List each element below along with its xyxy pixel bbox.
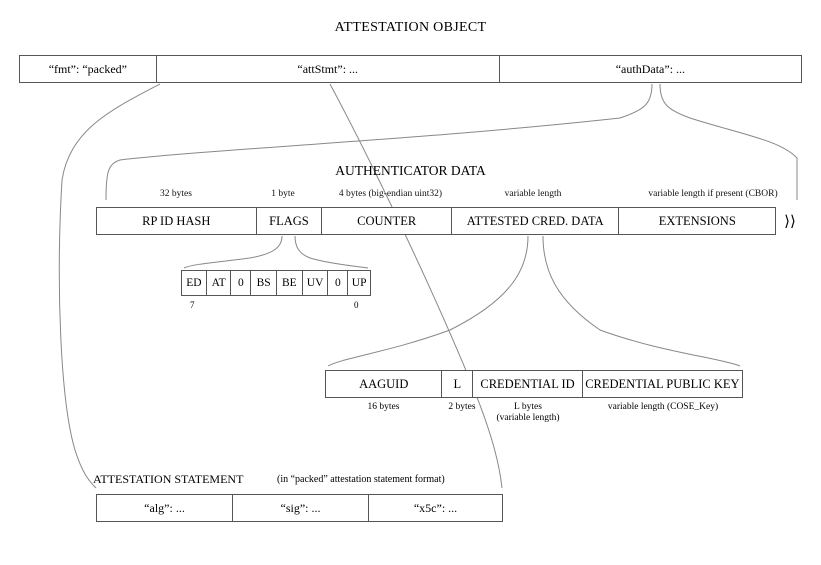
auth-data-label-counter: 4 bytes (big-endian uint32)	[338, 189, 443, 199]
attestation-object-cell-attstmt: “attStmt”: ...	[157, 56, 500, 82]
auth-data-cell-attested-cred-data: ATTESTED CRED. DATA	[452, 208, 620, 234]
auth-data-label-extensions: variable length if present (CBOR)	[648, 189, 778, 199]
flag-bit-zero-high: 0	[231, 271, 251, 295]
cred-data-sub-credential-id-line2: (variable length)	[496, 413, 560, 423]
flag-bit-be: BE	[277, 271, 303, 295]
attestation-object-cell-fmt: “fmt”: “packed”	[20, 56, 157, 82]
flags-bit-index-low: 0	[354, 300, 359, 310]
cred-data-cell-l: L	[442, 371, 473, 397]
flag-bit-zero-low: 0	[328, 271, 348, 295]
auth-data-cell-extensions: EXTENSIONS	[619, 208, 775, 234]
att-stmt-cell-alg: “alg”: ...	[97, 495, 233, 521]
attested-credential-data-row	[325, 370, 743, 398]
flag-bit-up: UP	[348, 271, 370, 295]
auth-data-label-rpidhash: 32 bytes	[160, 189, 192, 199]
auth-data-cell-counter: COUNTER	[322, 208, 452, 234]
attestation-statement-row	[96, 494, 503, 522]
cred-data-cell-credential-id: CREDENTIAL ID	[473, 371, 582, 397]
flags-bit-index-high: 7	[190, 300, 195, 310]
auth-data-cell-flags: FLAGS	[257, 208, 323, 234]
flag-bit-uv: UV	[303, 271, 329, 295]
attestation-object-cell-authdata: “authData”: ...	[500, 56, 801, 82]
page-title: ATTESTATION OBJECT	[334, 20, 487, 35]
flag-bit-ed: ED	[182, 271, 207, 295]
attestation-statement-label: ATTESTATION STATEMENT	[93, 472, 244, 486]
auth-data-label-attested-cred-data: variable length	[504, 189, 562, 199]
cred-data-cell-aaguid: AAGUID	[326, 371, 442, 397]
flag-bit-at: AT	[207, 271, 232, 295]
att-stmt-cell-x5c: “x5c”: ...	[369, 495, 502, 521]
attestation-statement-note: (in “packed” attestation statement format)	[277, 474, 445, 485]
truncation-break-icon: ⟩⟩	[784, 213, 796, 230]
auth-data-cell-rpidhash: RP ID HASH	[97, 208, 257, 234]
cred-data-sub-aaguid: 16 bytes	[367, 402, 400, 412]
attestation-object-row	[19, 55, 802, 83]
cred-data-sub-l: 2 bytes	[448, 402, 476, 412]
cred-data-sub-credential-public-key: variable length (COSE_Key)	[607, 402, 719, 412]
auth-data-label-flags: 1 byte	[271, 189, 295, 199]
att-stmt-cell-sig: “sig”: ...	[233, 495, 369, 521]
cred-data-cell-credential-public-key: CREDENTIAL PUBLIC KEY	[583, 371, 742, 397]
authenticator-data-row	[96, 207, 776, 235]
flag-bit-bs: BS	[251, 271, 277, 295]
authenticator-data-heading: AUTHENTICATOR DATA	[335, 163, 486, 178]
cred-data-sub-credential-id-line1: L bytes	[514, 402, 542, 412]
flags-row	[181, 270, 371, 296]
